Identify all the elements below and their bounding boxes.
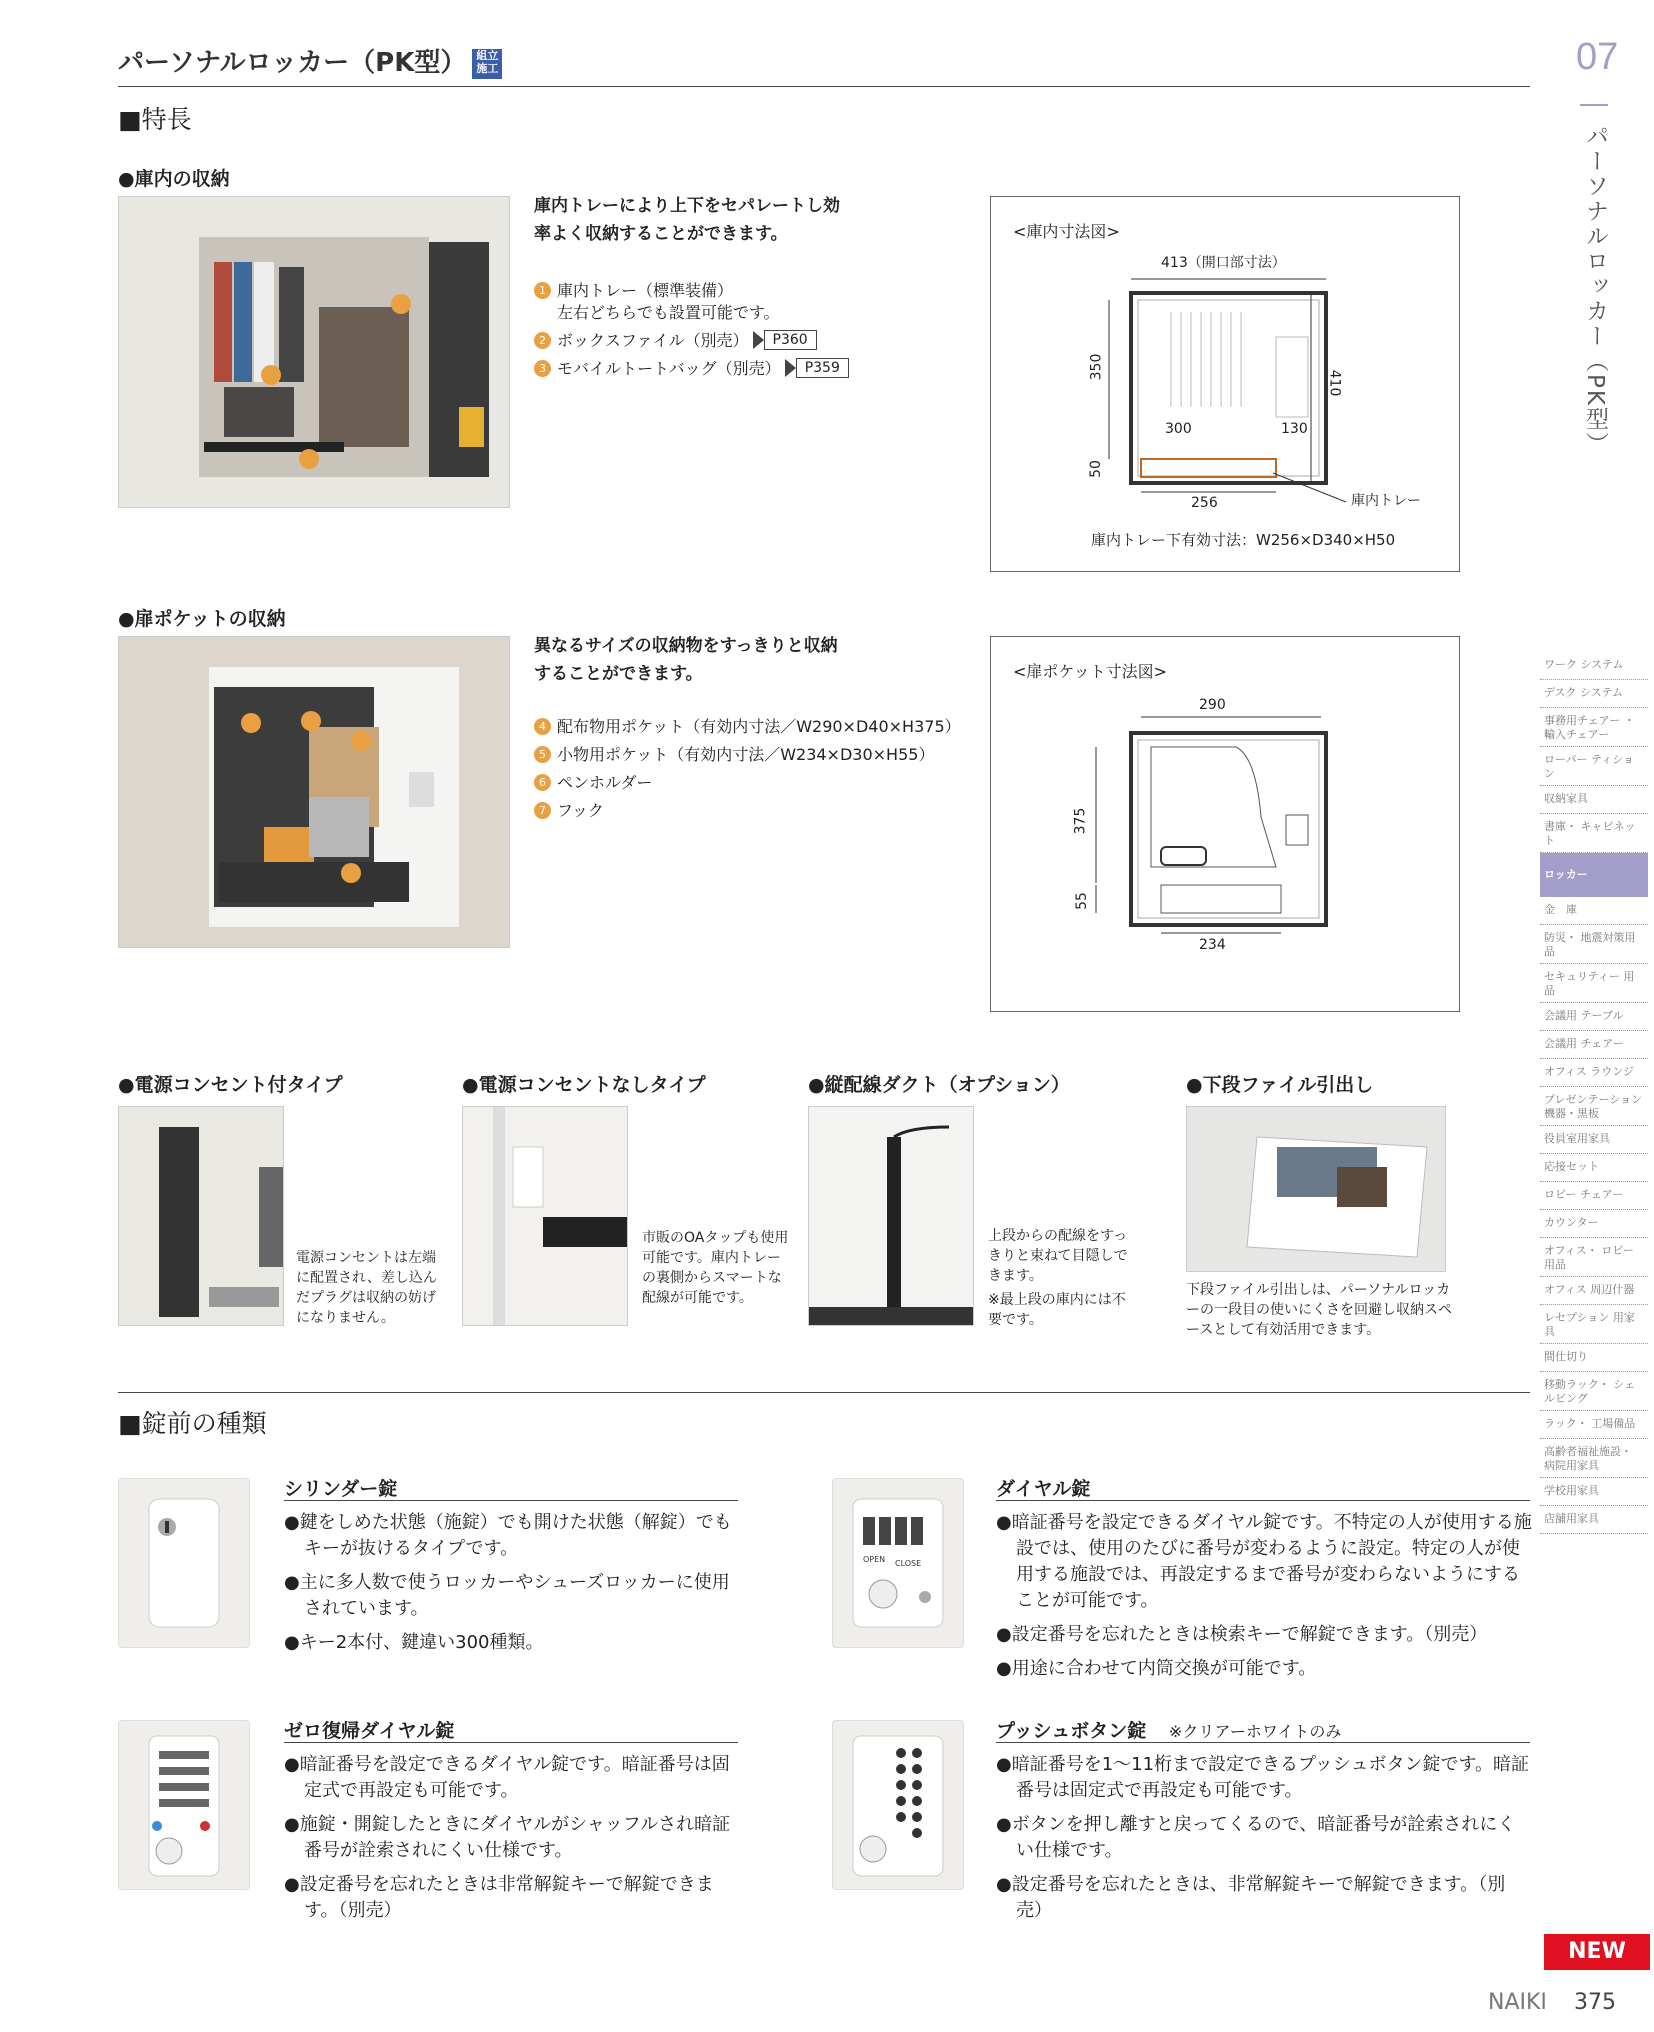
zero-dial-lock-rule bbox=[284, 1742, 738, 1743]
zero-dial-lock-image bbox=[118, 1720, 250, 1890]
item-number: 3 bbox=[534, 360, 551, 377]
sidenav-item-active[interactable]: ロッカー bbox=[1540, 853, 1648, 897]
callout-2 bbox=[261, 365, 281, 385]
item-number: 4 bbox=[534, 718, 551, 735]
lock-bullet: ●暗証番号を設定できるダイヤル錠です。暗証番号は固定式で再設定も可能です。 bbox=[284, 1754, 730, 1801]
lock-bullet: ●用途に合わせて内筒交換が可能です。 bbox=[996, 1658, 1317, 1679]
lock-bullet: ●鍵をしめた状態（施錠）でも開けた状態（解錠）でもキーが抜けるタイプです。 bbox=[284, 1512, 732, 1559]
type-title-duct: ●縦配線ダクト（オプション） bbox=[808, 1074, 1070, 1096]
item-text: 小物用ポケット（有効内寸法／W234×D30×H55） bbox=[557, 745, 935, 764]
outlet-locker-illustration bbox=[119, 1107, 283, 1325]
storage-item bbox=[534, 280, 974, 324]
lock-bullet: ●設定番号を忘れたときは検索キーで解錠できます。（別売） bbox=[996, 1624, 1488, 1645]
door-pocket-illustration bbox=[119, 637, 509, 947]
storage-item bbox=[534, 330, 974, 352]
door-pocket-photo bbox=[118, 636, 510, 948]
sidenav-item[interactable]: セキュリティー 用品 bbox=[1540, 964, 1648, 1003]
dial-lock-name: ダイヤル錠 bbox=[996, 1478, 1091, 1500]
category-side-nav bbox=[1540, 652, 1648, 1534]
storage-lead: 庫内トレーにより上下をセパレートし効率よく収納することができます。 bbox=[534, 196, 840, 244]
lock-bullet: ●設定番号を忘れたときは非常解錠キーで解錠できます。（別売） bbox=[284, 1874, 714, 1921]
sidenav-item[interactable]: 収納家具 bbox=[1540, 786, 1648, 814]
sidenav-item[interactable]: ワーク システム bbox=[1540, 652, 1648, 680]
dim-height-small: 55 bbox=[1073, 892, 1090, 910]
type-title-outlet: ●電源コンセント付タイプ bbox=[118, 1074, 343, 1096]
item-text: ペンホルダー bbox=[557, 773, 653, 792]
door-pocket-item-list bbox=[534, 716, 984, 828]
push-button-lock-name: プッシュボタン錠 bbox=[996, 1720, 1147, 1742]
cylinder-lock-name: シリンダー錠 bbox=[284, 1478, 398, 1500]
push-button-lock-bullets bbox=[996, 1752, 1532, 1932]
lock-bullet: ●設定番号を忘れたときは、非常解錠キーで解錠できます。（別売） bbox=[996, 1874, 1506, 1921]
sidenav-item[interactable]: 会議用 テーブル bbox=[1540, 1003, 1648, 1031]
dim-inner-right: 130 bbox=[1281, 421, 1308, 437]
push-button-lock-image bbox=[832, 1720, 964, 1890]
sidenav-item[interactable]: デスク システム bbox=[1540, 680, 1648, 708]
push-button-lock-name-row bbox=[996, 1716, 1341, 1743]
diagram-caption: 庫内トレー下有効寸法：W256×D340×H50 bbox=[1091, 531, 1396, 549]
dim-height-main: 375 bbox=[1072, 807, 1089, 835]
lock-bullet: ●暗証番号を設定できるダイヤル錠です。不特定の人が使用する施設では、使用のたびに番号が変わるように設定。特定の人が使用する施設では、再設定するまで番号が変わらないようにすることが可能です。 bbox=[996, 1512, 1532, 1611]
type-title-drawer: ●下段ファイル引出し bbox=[1186, 1074, 1374, 1096]
chapter-number: 07 bbox=[1576, 36, 1619, 78]
dial-lock-image bbox=[832, 1478, 964, 1648]
sidenav-item[interactable]: プレゼンテーション 機器・黒板 bbox=[1540, 1087, 1648, 1126]
locks-rule bbox=[118, 1392, 1530, 1393]
lock-bullet: ●ボタンを押し離すと戻ってくるので、暗証番号が詮索されにくい仕様です。 bbox=[996, 1814, 1516, 1861]
page-header-title bbox=[118, 42, 502, 79]
callout-1 bbox=[299, 449, 319, 469]
sidenav-item[interactable]: ラック・ 工場備品 bbox=[1540, 1411, 1648, 1439]
sidenav-item[interactable]: 役員室用家具 bbox=[1540, 1126, 1648, 1154]
zero-dial-lock-name: ゼロ復帰ダイヤル錠 bbox=[284, 1720, 455, 1742]
arrow-icon bbox=[753, 331, 764, 349]
storage-item-list bbox=[534, 280, 974, 386]
sidenav-item[interactable]: 高齢者福祉施設・ 病院用家具 bbox=[1540, 1439, 1648, 1478]
door-pocket-item bbox=[534, 800, 984, 822]
door-pocket-subtitle: ●扉ポケットの収納 bbox=[118, 608, 286, 630]
sidenav-item[interactable]: 店舗用家具 bbox=[1540, 1506, 1648, 1534]
sidenav-item[interactable]: ロビー チェアー bbox=[1540, 1182, 1648, 1210]
type-desc-no-outlet: 市販のOAタップも使用可能です。庫内トレーの裏側からスマートな配線が可能です。 bbox=[642, 1230, 789, 1306]
door-pocket-item bbox=[534, 716, 984, 738]
type-photo-duct bbox=[808, 1106, 974, 1326]
cylinder-lock-rule bbox=[284, 1500, 738, 1501]
cylinder-lock-image bbox=[118, 1478, 250, 1648]
item-text: 庫内トレー（標準装備） bbox=[557, 281, 734, 300]
sidenav-item[interactable]: オフィス ラウンジ bbox=[1540, 1059, 1648, 1087]
sidenav-item[interactable]: 書庫・ キャビネット bbox=[1540, 814, 1648, 853]
page-reference-link[interactable]: P359 bbox=[785, 358, 849, 378]
page-number: 375 bbox=[1574, 1990, 1616, 2015]
item-text: フック bbox=[557, 801, 604, 820]
type-title-no-outlet: ●電源コンセントなしタイプ bbox=[462, 1074, 706, 1096]
lock-bullet: ●キー2本付、鍵違い300種類。 bbox=[284, 1632, 544, 1653]
push-button-lock-rule bbox=[996, 1742, 1530, 1743]
type-note-duct: ※最上段の庫内には不要です。 bbox=[988, 1292, 1126, 1328]
tray-label: 庫内トレー bbox=[1351, 493, 1421, 509]
item-text: ボックスファイル（別売） bbox=[557, 331, 749, 350]
dim-width-bottom: 234 bbox=[1199, 937, 1226, 953]
door-pocket-dimension-diagram bbox=[990, 636, 1460, 1012]
interior-dimension-diagram bbox=[990, 196, 1460, 572]
type-desc-duct: 上段からの配線をすっきりと束ねて目隠しできます。 bbox=[988, 1228, 1128, 1284]
lock-bullet: ●主に多人数で使うロッカーやシューズロッカーに使用されています。 bbox=[284, 1572, 730, 1619]
sidenav-item[interactable]: 移動ラック・ シェルビング bbox=[1540, 1372, 1648, 1411]
locks-heading: ■錠前の種類 bbox=[118, 1409, 267, 1438]
type-photo-no-outlet bbox=[462, 1106, 628, 1326]
features-heading: ■特長 bbox=[118, 105, 192, 134]
type-desc-drawer: 下段ファイル引出しは、パーソナルロッカーの一段目の使いにくさを回避し収納スペースとして有効活用できます。 bbox=[1186, 1282, 1452, 1338]
diagram-title: <扉ポケット寸法図> bbox=[1013, 662, 1168, 681]
chapter-rule bbox=[1580, 104, 1608, 106]
item-text: 配布物用ポケット（有効内寸法／W290×D40×H375） bbox=[557, 717, 961, 736]
type-desc-outlet: 電源コンセントは左端に配置され、差し込んだプラグは収納の妨げになりません。 bbox=[296, 1250, 437, 1326]
push-button-lock-illustration bbox=[833, 1721, 963, 1889]
sidenav-item[interactable]: 間仕切り bbox=[1540, 1344, 1648, 1372]
type-photo-drawer bbox=[1186, 1106, 1446, 1272]
door-pocket-item bbox=[534, 744, 984, 766]
no-outlet-locker-illustration bbox=[463, 1107, 627, 1325]
storage-item bbox=[534, 358, 974, 380]
sidenav-item[interactable]: 学校用家具 bbox=[1540, 1478, 1648, 1506]
sidenav-item[interactable]: ローパー ティション bbox=[1540, 747, 1648, 786]
item-subtext: 左右どちらでも設置可能です。 bbox=[557, 303, 780, 322]
callout-7 bbox=[241, 713, 261, 733]
dim-width-label: 413（開口部寸法） bbox=[1161, 255, 1286, 271]
lock-bullet: ●施錠・開錠したときにダイヤルがシャッフルされ暗証番号が詮索されにくい仕様です。 bbox=[284, 1814, 731, 1861]
drawer-illustration bbox=[1187, 1107, 1445, 1271]
storage-subtitle: ●庫内の収納 bbox=[118, 168, 230, 190]
item-number: 2 bbox=[534, 332, 551, 349]
assembly-badge: 組立施工 bbox=[472, 49, 502, 79]
brand-label: NAIKI bbox=[1488, 1990, 1547, 2015]
dim-height-upper: 350 bbox=[1088, 353, 1105, 381]
header-rule bbox=[118, 86, 1530, 87]
push-button-lock-note: ※クリアーホワイトのみ bbox=[1168, 1722, 1342, 1741]
item-number: 5 bbox=[534, 746, 551, 763]
sidenav-item[interactable]: オフィス・ ロビー用品 bbox=[1540, 1238, 1648, 1277]
zero-dial-lock-illustration bbox=[119, 1721, 249, 1889]
sidenav-item[interactable]: 金 庫 bbox=[1540, 897, 1648, 925]
locker-interior-illustration bbox=[119, 197, 509, 507]
dim-width-top: 290 bbox=[1199, 697, 1226, 713]
dim-tray-width: 256 bbox=[1191, 495, 1218, 511]
type-photo-outlet bbox=[118, 1106, 284, 1326]
sidenav-item[interactable]: カウンター bbox=[1540, 1210, 1648, 1238]
arrow-icon bbox=[785, 359, 796, 377]
sidenav-item[interactable]: レセプション 用家具 bbox=[1540, 1305, 1648, 1344]
callout-4 bbox=[351, 731, 371, 751]
header-title-text: パーソナルロッカー（PK型） bbox=[118, 48, 467, 78]
dim-inner-left: 300 bbox=[1165, 421, 1192, 437]
dim-height-total: 410 bbox=[1326, 369, 1343, 397]
sidenav-item[interactable]: オフィス 周辺什器 bbox=[1540, 1277, 1648, 1305]
door-pocket-lead: 異なるサイズの収納物をすっきりと収納することができます。 bbox=[534, 636, 838, 684]
zero-dial-lock-bullets bbox=[284, 1752, 746, 1932]
lock-bullet: ●暗証番号を1～11桁まで設定できるプッシュボタン錠です。暗証番号は固定式で再設定も可能です。 bbox=[996, 1754, 1529, 1801]
callout-5 bbox=[341, 863, 361, 883]
storage-photo bbox=[118, 196, 510, 508]
item-number: 1 bbox=[534, 282, 551, 299]
item-text: モバイルトートバッグ（別売） bbox=[557, 359, 781, 378]
page-reference-link[interactable]: P360 bbox=[753, 330, 817, 350]
sidenav-item[interactable]: 会議用 チェアー bbox=[1540, 1031, 1648, 1059]
sidenav-item[interactable]: 防災・ 地震対策用品 bbox=[1540, 925, 1648, 964]
dim-height-lower: 50 bbox=[1087, 460, 1104, 478]
door-pocket-item bbox=[534, 772, 984, 794]
sidenav-item[interactable]: 応接セット bbox=[1540, 1154, 1648, 1182]
duct-locker-illustration bbox=[809, 1107, 973, 1325]
sidenav-item[interactable]: 事務用チェアー ・輸入チェアー bbox=[1540, 708, 1648, 747]
dial-lock-bullets bbox=[996, 1510, 1532, 1690]
dial-open-label: OPEN bbox=[863, 1555, 886, 1564]
callout-3 bbox=[391, 294, 411, 314]
dial-lock-rule bbox=[996, 1500, 1530, 1501]
cylinder-lock-illustration bbox=[119, 1479, 249, 1647]
new-badge: NEW bbox=[1544, 1934, 1650, 1970]
vertical-section-title: パーソナルロッカー（PK型） bbox=[1582, 124, 1608, 457]
item-number: 7 bbox=[534, 802, 551, 819]
diagram-title: <庫内寸法図> bbox=[1013, 222, 1120, 241]
dial-close-label: CLOSE bbox=[895, 1559, 922, 1568]
item-number: 6 bbox=[534, 774, 551, 791]
callout-6 bbox=[301, 711, 321, 731]
cylinder-lock-bullets bbox=[284, 1510, 746, 1664]
